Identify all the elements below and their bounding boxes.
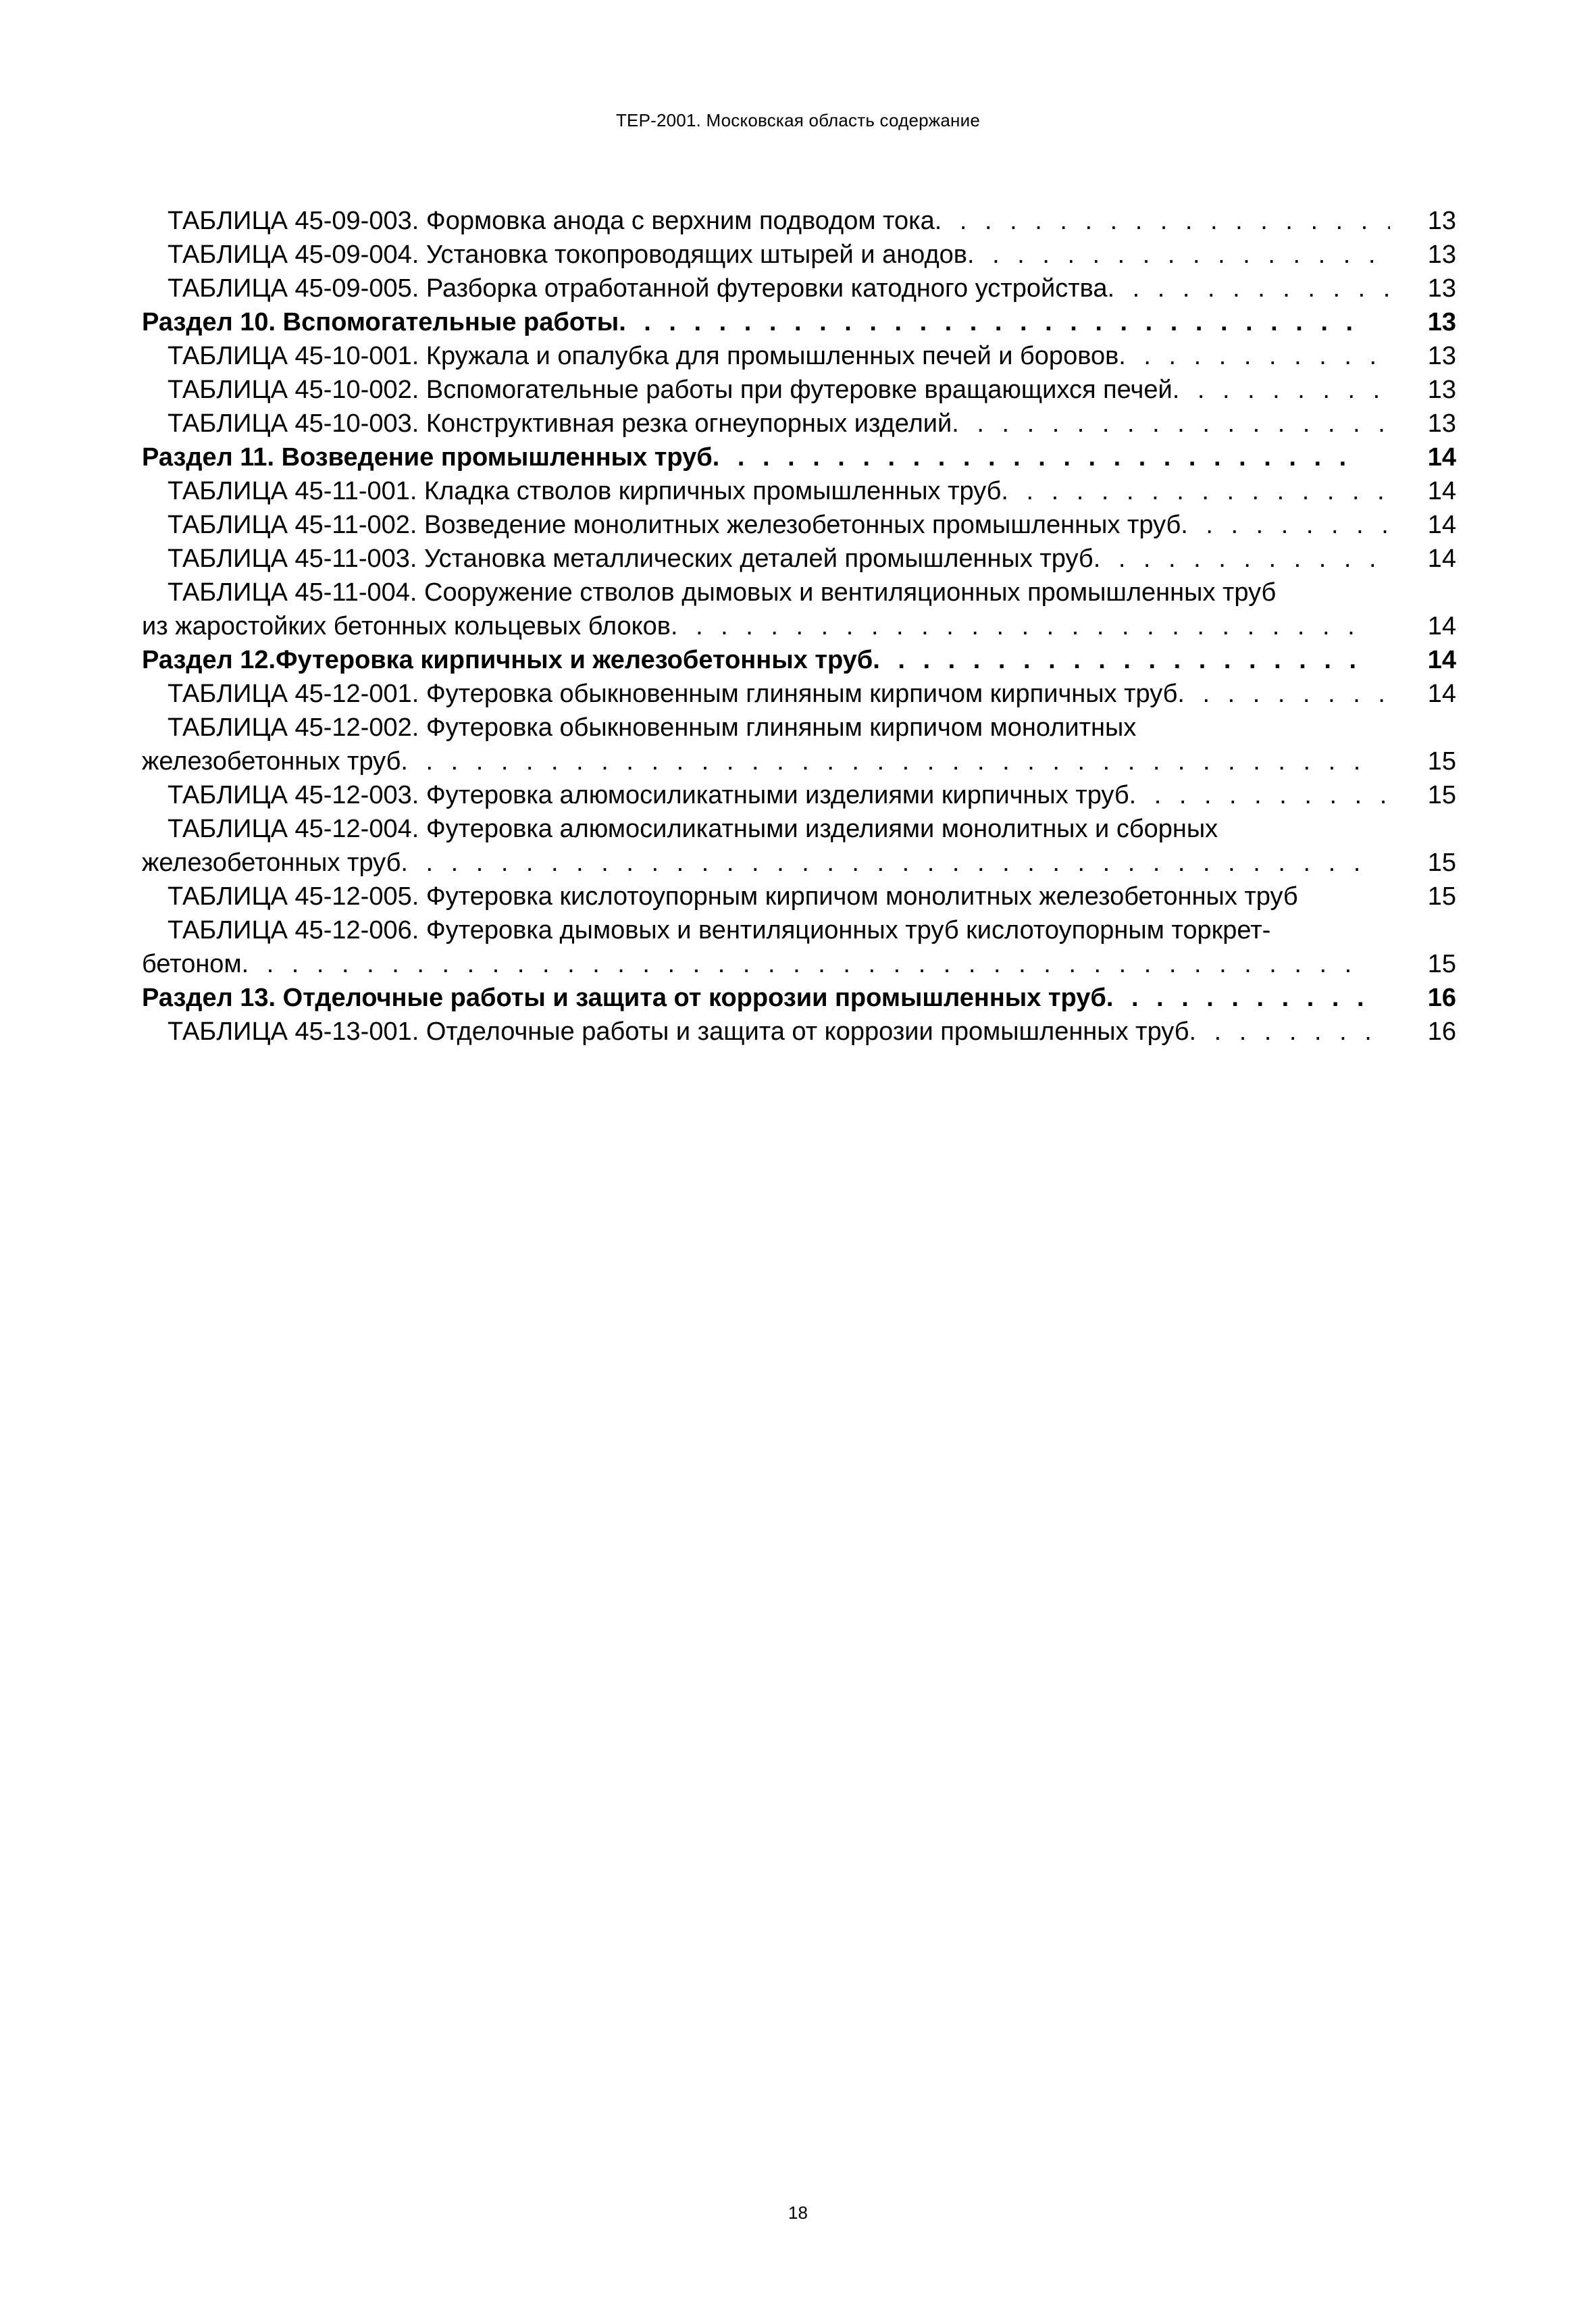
toc-section-page: 13: [1427, 308, 1456, 336]
toc-entry-page: 14: [1427, 511, 1456, 539]
toc-entry-page: 16: [1427, 1017, 1456, 1046]
dot-leader: [873, 643, 1364, 677]
toc-entry-page: 14: [1427, 545, 1456, 573]
toc-entry-title: ТАБЛИЦА 45-11-002. Возведение монолитных железобетонных промышленных труб: [168, 511, 1181, 539]
toc-entry-title: ТАБЛИЦА 45-11-001. Кладка стволов кирпичных промышленных труб: [168, 477, 1002, 505]
toc-entry-page: 14: [1427, 612, 1456, 640]
toc-entry-title: ТАБЛИЦА 45-13-001. Отделочные работы и защита от коррозии промышленных труб: [168, 1017, 1189, 1046]
toc-entry-title: ТАБЛИЦА 45-10-002. Вспомогательные работы при футеровке вращающихся печей: [168, 376, 1173, 404]
dot-leader: [619, 305, 1364, 339]
toc-entry-title: железобетонных труб: [142, 849, 401, 877]
toc-section[interactable]: [142, 643, 1456, 677]
toc-section[interactable]: [142, 441, 1456, 474]
toc-entry-title: ТАБЛИЦА 45-09-005. Разборка отработанной футеровки катодного устройства: [168, 274, 1108, 303]
toc-section-title: Раздел 12.Футеровка кирпичных и железобетонных труб: [142, 646, 873, 674]
toc-entry[interactable]: [142, 542, 1456, 576]
toc-entry-title: бетоном: [142, 950, 242, 978]
toc-entry[interactable]: [142, 508, 1456, 542]
dot-leader: [1177, 677, 1390, 711]
dot-leader: [1189, 1015, 1390, 1049]
toc-section[interactable]: [142, 305, 1456, 339]
dot-leader: [935, 204, 1390, 238]
toc-entry[interactable]: [142, 677, 1456, 711]
toc-entry-page: 13: [1427, 241, 1456, 269]
toc-section-title: Раздел 10. Вспомогательные работы: [142, 308, 619, 336]
toc-entry[interactable]: [142, 238, 1456, 272]
toc-entry-title: ТАБЛИЦА 45-11-003. Установка металлических деталей промышленных труб: [168, 545, 1093, 573]
toc-entry-title: ТАБЛИЦА 45-10-001. Кружала и опалубка для промышленных печей и боровов: [168, 342, 1119, 370]
toc-entry-title: ТАБЛИЦА 45-09-003. Формовка анода с верхним подводом тока: [168, 207, 935, 235]
toc-entry-page: 15: [1427, 950, 1456, 978]
toc-entry-page: 13: [1427, 207, 1456, 235]
toc-entry[interactable]: [142, 474, 1456, 508]
toc-entry-page: 13: [1427, 274, 1456, 303]
toc-entry-line2[interactable]: [142, 745, 1456, 778]
toc-entry-title: железобетонных труб: [142, 747, 401, 776]
dot-leader: [671, 609, 1364, 643]
toc-entry[interactable]: [142, 407, 1456, 441]
toc-entry-page: 14: [1427, 680, 1456, 708]
toc-entry-page: 15: [1427, 781, 1456, 809]
toc-section-page: 16: [1427, 984, 1456, 1012]
toc-section-page: 14: [1427, 646, 1456, 674]
toc-entry-title: ТАБЛИЦА 45-12-001. Футеровка обыкновенным глиняным кирпичом кирпичных труб: [168, 680, 1178, 708]
toc-entry[interactable]: [142, 880, 1456, 913]
toc-section-title: Раздел 13. Отделочные работы и защита от коррозии промышленных труб: [142, 984, 1106, 1012]
toc-entry[interactable]: [142, 339, 1456, 373]
toc-entry-line1[interactable]: ТАБЛИЦА 45-12-006. Футеровка дымовых и вентиляционных труб кислотоупорным торкрет-: [168, 916, 1271, 945]
dot-leader: [1106, 981, 1364, 1015]
toc-entry-title: ТАБЛИЦА 45-10-003. Конструктивная резка огнеупорных изделий: [168, 409, 952, 438]
toc-entry-title: ТАБЛИЦА 45-12-005. Футеровка кислотоупорным кирпичом монолитных железобетонных труб: [168, 882, 1298, 911]
toc-entry-page: 15: [1427, 882, 1456, 911]
toc-entry-line1[interactable]: ТАБЛИЦА 45-12-002. Футеровка обыкновенным глиняным кирпичом монолитных: [168, 713, 1137, 742]
toc-entry[interactable]: [142, 1015, 1456, 1049]
toc-entry-title: ТАБЛИЦА 45-12-003. Футеровка алюмосиликатными изделиями кирпичных труб: [168, 781, 1129, 809]
toc-entry-page: 14: [1427, 477, 1456, 505]
dot-leader: [401, 846, 1364, 880]
toc-entry-line1[interactable]: ТАБЛИЦА 45-12-004. Футеровка алюмосиликатными изделиями монолитных и сборных: [168, 815, 1218, 843]
toc-entry-page: 15: [1427, 849, 1456, 877]
page-number: 18: [788, 2203, 808, 2223]
dot-leader: [242, 947, 1364, 981]
toc-entry[interactable]: [142, 373, 1456, 407]
toc-entry-line1[interactable]: ТАБЛИЦА 45-11-004. Сооружение стволов дымовых и вентиляционных промышленных труб: [168, 578, 1277, 607]
table-of-contents: [142, 204, 1456, 1049]
toc-section[interactable]: [142, 981, 1456, 1015]
dot-leader: [1181, 508, 1390, 542]
dot-leader: [952, 407, 1390, 441]
dot-leader: [1129, 778, 1390, 812]
toc-entry-page: 13: [1427, 376, 1456, 404]
dot-leader: [401, 745, 1364, 778]
dot-leader: [1118, 339, 1390, 373]
dot-leader: [1001, 474, 1390, 508]
toc-entry-page: 15: [1427, 747, 1456, 776]
toc-entry-line2[interactable]: [142, 947, 1456, 981]
dot-leader: [1108, 272, 1391, 305]
toc-entry[interactable]: [142, 204, 1456, 238]
toc-entry-line2[interactable]: [142, 846, 1456, 880]
dot-leader: [967, 238, 1390, 272]
dot-leader: [713, 441, 1364, 474]
toc-entry[interactable]: [142, 778, 1456, 812]
toc-entry-title: ТАБЛИЦА 45-09-004. Установка токопроводящих штырей и анодов: [168, 241, 967, 269]
toc-entry-page: 13: [1427, 409, 1456, 438]
toc-entry-line2[interactable]: [142, 609, 1456, 643]
toc-section-title: Раздел 11. Возведение промышленных труб: [142, 443, 713, 472]
page-header: ТЕР-2001. Московская область содержание: [615, 110, 981, 130]
toc-entry-page: 13: [1427, 342, 1456, 370]
toc-entry[interactable]: [142, 272, 1456, 305]
toc-entry-title: из жаростойких бетонных кольцевых блоков: [142, 612, 671, 640]
dot-leader: [1173, 373, 1390, 407]
toc-section-page: 14: [1427, 443, 1456, 472]
dot-leader: [1093, 542, 1390, 576]
